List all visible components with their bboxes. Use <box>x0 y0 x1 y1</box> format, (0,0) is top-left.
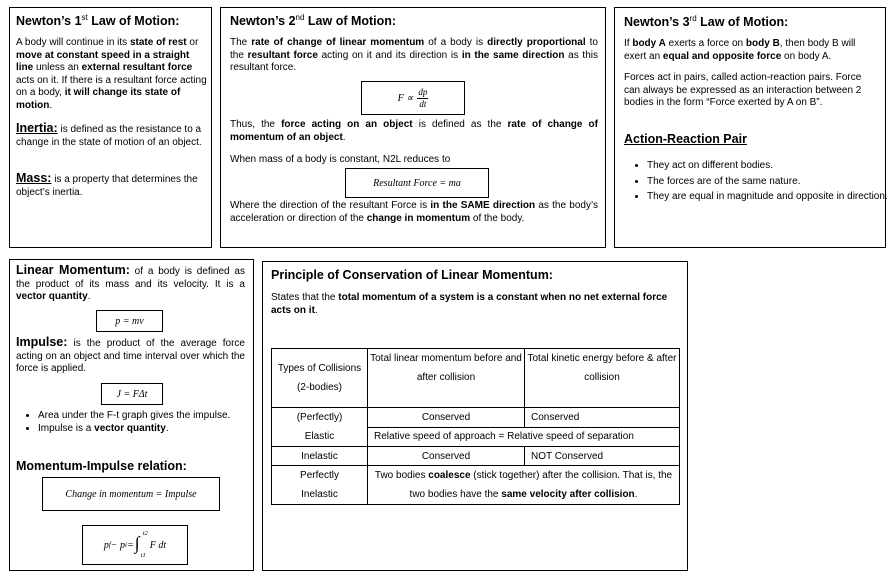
action-reaction-heading: Action-Reaction Pair <box>624 132 747 146</box>
impulse-definition: Impulse: is the product of the average force acting on an object and time interval over which the force is applied. <box>16 335 245 374</box>
table-row <box>272 408 680 428</box>
collisions-table <box>271 348 680 505</box>
inertia-definition: Inertia: is defined as the resistance to a change in the state of motion of an object. <box>16 121 202 148</box>
table-cell: Conserved <box>368 447 525 466</box>
impulse-list <box>16 410 267 435</box>
list-item: • They act on different bodies. <box>647 160 889 173</box>
table-row <box>272 349 680 408</box>
table-header-momentum: Total linear momentum before and after collision <box>368 349 525 408</box>
n2l-constant-mass-text: When mass of a body is constant, N2L reduces to <box>230 154 451 165</box>
proportionality-equation: F ∝ dp dt <box>361 81 465 115</box>
table-cell: NOT Conserved <box>525 447 680 466</box>
conservation-title: Principle of Conservation of Linear Momentum: <box>271 268 553 282</box>
newton-first-law-text: A body will continue in its state of rest or move at constant speed in a straight line unless an external resultant force acts on it. If there is a resultant force acting on a body, it will change its state of motion. <box>16 37 207 111</box>
table-cell: Perfectly Inelastic <box>272 466 368 505</box>
newton-second-law-box <box>220 7 606 248</box>
newton-third-law-title: Newton’s 3rd Law of Motion: <box>624 14 789 30</box>
table-row <box>272 447 680 466</box>
force-definition: Thus, the force acting on an object is defined as the rate of change of momentum of an object. <box>230 119 598 143</box>
newton-second-law-title: Newton’s 2nd Law of Motion: <box>230 13 397 29</box>
direction-text: Where the direction of the resultant Force is in the SAME direction as the body’s acceleration or direction of the change in momentum of the body. <box>230 200 598 224</box>
table-row <box>272 466 680 505</box>
list-item: • The forces are of the same nature. <box>647 176 889 189</box>
newton-third-law-box <box>614 7 886 248</box>
action-reaction-list <box>625 160 889 204</box>
table-header-type: Types of Collisions (2-bodies) <box>272 349 368 408</box>
conservation-statement: States that the total momentum of a system is a constant when no net external force acts on it. <box>271 292 668 316</box>
newton-second-law-statement: The rate of change of linear momentum of a body is directly proportional to the resultant force acting on it and its direction is in the same direction as this resultant force. <box>230 37 598 73</box>
momentum-equation: p = mv <box>96 310 163 332</box>
table-header-ke: Total kinetic energy before & after collision <box>525 349 680 408</box>
momentum-impulse-heading: Momentum-Impulse relation: <box>16 459 187 473</box>
linear-momentum-definition: Linear Momentum: of a body is defined as the product of its mass and its velocity. It is a vector quantity. <box>16 263 245 302</box>
list-item: • Area under the F-t graph gives the impulse. <box>38 410 267 423</box>
action-reaction-text: Forces act in pairs, called action-reaction pairs. Force can always be expressed as an interaction between 2 bodies in the form “Force exerted by A on B”. <box>624 72 862 108</box>
newton-first-law-box <box>9 7 212 248</box>
table-cell-elastic: (Perfectly) Elastic <box>272 408 368 447</box>
table-cell-relative-speed: Relative speed of approach = Relative speed of separation <box>368 427 680 447</box>
newton-third-law-statement: If body A exerts a force on body B, then body B will exert an equal and opposite force on body A. <box>624 38 856 62</box>
table-cell-perfectly-inelastic: Two bodies coalesce (stick together) after the collision. That is, the two bodies have the same velocity after collision. <box>368 466 680 505</box>
table-cell: Inelastic <box>272 447 368 466</box>
linear-momentum-box <box>9 259 254 571</box>
momentum-impulse-equation: Change in momentum = Impulse <box>42 477 220 511</box>
mass-definition: Mass: is a property that determines the object’s inertia. <box>16 171 198 198</box>
list-item: • Impulse is a vector quantity. <box>38 423 267 436</box>
newton-first-law-title: Newton’s 1st Law of Motion: <box>16 13 180 29</box>
momentum-integral-equation: p f − p i = ∫ t2 t1 F dt <box>82 525 188 565</box>
table-cell: Conserved <box>368 408 525 428</box>
conservation-box <box>262 261 688 571</box>
resultant-force-equation: Resultant Force = ma <box>345 168 489 198</box>
table-cell: Conserved <box>525 408 680 428</box>
impulse-equation: J = FΔt <box>101 383 163 405</box>
list-item: • They are equal in magnitude and opposite in direction. <box>647 191 889 204</box>
